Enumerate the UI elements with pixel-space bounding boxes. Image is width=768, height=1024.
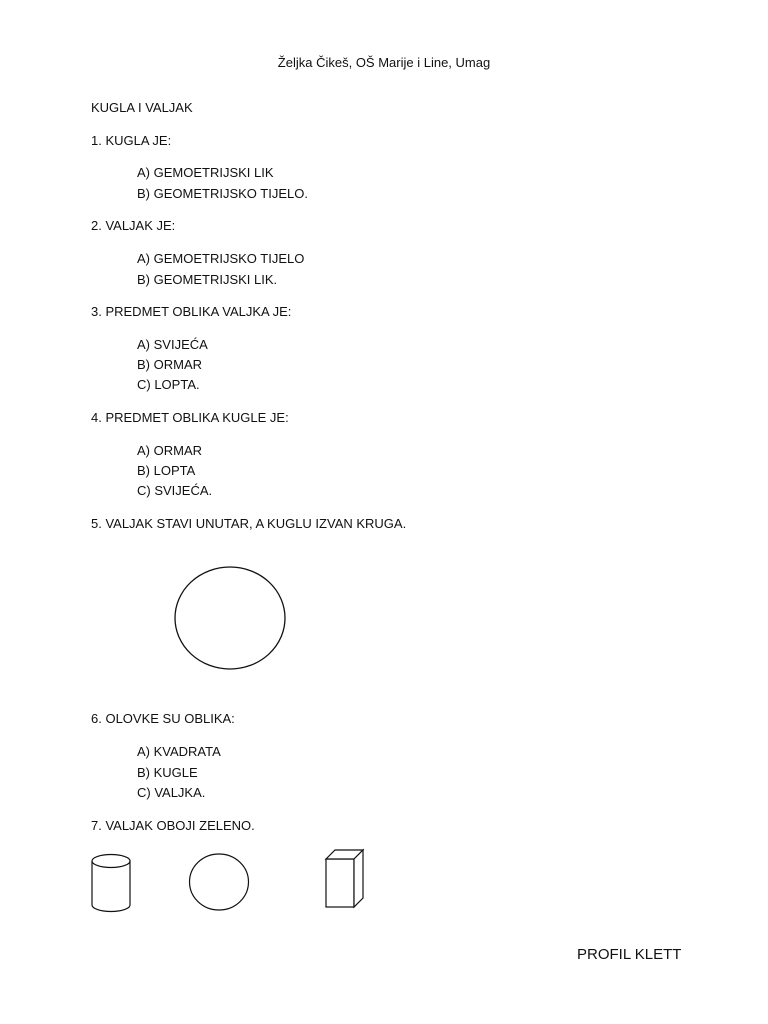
question-2-option-a: A) GEMOETRIJSKO TIJELO xyxy=(137,251,305,266)
question-6: 6. OLOVKE SU OBLIKA: xyxy=(91,711,235,726)
author-line: Željka Čikeš, OŠ Marije i Line, Umag xyxy=(277,55,491,70)
question-3-option-a: A) SVIJEĆA xyxy=(137,337,208,352)
question-2: 2. VALJAK JE: xyxy=(91,218,176,233)
cylinder-shape xyxy=(90,852,134,916)
question-1: 1. KUGLA JE: xyxy=(91,133,172,148)
worksheet-title: KUGLA I VALJAK xyxy=(91,100,193,115)
question-2-option-b: B) GEOMETRIJSKI LIK. xyxy=(137,272,278,287)
question-4: 4. PREDMET OBLIKA KUGLE JE: xyxy=(91,410,289,425)
publisher-footer: PROFIL KLETT xyxy=(577,946,682,963)
sphere-shape xyxy=(188,853,250,913)
question-3-option-c: C) LOPTA. xyxy=(137,377,200,392)
question-1-option-b: B) GEOMETRIJSKO TIJELO. xyxy=(137,186,308,201)
question-1-option-a: A) GEMOETRIJSKI LIK xyxy=(137,165,274,180)
question-5: 5. VALJAK STAVI UNUTAR, A KUGLU IZVAN KRUGA. xyxy=(91,516,407,531)
rectangular-prism-shape xyxy=(324,848,366,910)
circle-drawing-area xyxy=(173,565,289,673)
question-4-option-b: B) LOPTA xyxy=(137,463,196,478)
question-7: 7. VALJAK OBOJI ZELENO. xyxy=(91,818,255,833)
question-3: 3. PREDMET OBLIKA VALJKA JE: xyxy=(91,304,292,319)
question-6-option-c: C) VALJKA. xyxy=(137,785,206,800)
question-4-option-c: C) SVIJEĆA. xyxy=(137,483,213,498)
question-3-option-b: B) ORMAR xyxy=(137,357,202,372)
question-6-option-b: B) KUGLE xyxy=(137,765,198,780)
question-6-option-a: A) KVADRATA xyxy=(137,744,221,759)
question-4-option-a: A) ORMAR xyxy=(137,443,202,458)
